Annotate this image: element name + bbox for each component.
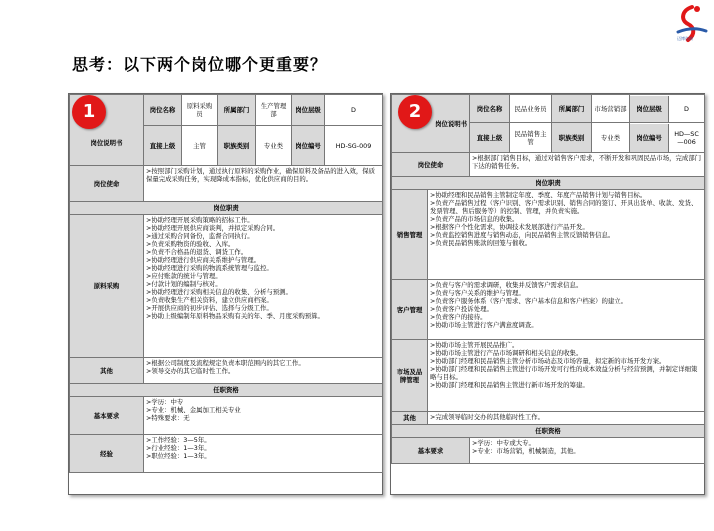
list-item: >协助部门经理和民品销售主管分析市场动态及市场容量，拟定新的市场开发方案。	[430, 357, 666, 365]
list-item: >学历：中专或大专。	[472, 439, 535, 447]
card1-mission: >按照部门采购计划，通过执行原料的采购作业，确保原料及备品的进入效，保质保量完成采购任务，实现降成本指标，优化供应商的目的。	[144, 166, 383, 202]
list-item: >负责监控销售进度与销售动态，向民品销售主管反馈销售信息。	[430, 231, 615, 239]
list-item: >根据公司制度及流程规定负责本职范围内的其它工作。	[146, 359, 305, 367]
card2-other-label: 其他	[392, 412, 428, 425]
card1-h-superior: 主管	[182, 126, 218, 166]
card2-group-customer-list	[428, 280, 705, 340]
list-item: >协助经理开展采购策略的招标工作。	[146, 216, 254, 224]
card2-group-sales-label: 销售管理	[392, 190, 428, 280]
card1-h-code: HD-SG-009	[325, 126, 383, 166]
card1-h-family-label: 职族类别	[218, 126, 256, 166]
card2-number-badge: 2	[398, 95, 432, 129]
card2-h-code: HD—SC—006	[674, 129, 699, 146]
card2-mission-label: 岗位使命	[392, 153, 470, 177]
list-item: >负责不合格品的退货、调货工作。	[146, 248, 248, 256]
card1-h-dept: 生产管理部	[256, 95, 292, 126]
list-item: >负责客户投诉处理。	[430, 305, 493, 313]
card2-h-level-cell	[630, 95, 705, 123]
list-item: >付款计划的编制与核对。	[146, 280, 222, 288]
card1-basic-list	[144, 397, 383, 435]
card2-h-post-name-label: 岗位名称	[470, 95, 510, 123]
list-item: >协助经理进行供应商关系维护与管理。	[146, 256, 260, 264]
list-item: >负责民品销售账款的回笼与催收。	[430, 239, 532, 247]
list-item: >协助经理和民品销售主管制定年度、季度、年度产品销售计划与销售目标。	[430, 191, 647, 199]
logo-text: 迈博咨询	[677, 36, 693, 41]
list-item: >工作经验：3—5年。	[146, 436, 211, 444]
card2-h-superior: 民品销售主管	[510, 123, 552, 153]
list-item: >协助部门经理和民品销售主管进行市场开发可行性的成本效益分析与经营预测，并制定详细策略与目标。	[430, 365, 698, 381]
list-item: >协助经理开展供应商谈判，并拟定采购合同。	[146, 224, 280, 232]
card2-label: 岗位说明书	[392, 95, 470, 153]
card1-basic-label: 基本要求	[70, 397, 144, 435]
list-item: >开展供应商的初步评估、选择与分级工作。	[146, 304, 273, 312]
list-item: >协助经理进行采购的物流系统管理与监控。	[146, 264, 273, 272]
list-item: >协助经理进行采购相关信息的收集、分析与预测。	[146, 288, 292, 296]
card1-mission-label: 岗位使命	[70, 166, 144, 202]
list-item: >负责客户服务体系（客户需求、客户基本信息和客户档案）的建立。	[430, 297, 628, 305]
card2-table	[391, 94, 705, 464]
card1-duties-list	[144, 215, 383, 358]
card2-h-code-cell	[630, 123, 705, 153]
card2-basic-label: 基本要求	[392, 438, 470, 464]
card2-group-market-label: 市场及品牌管理	[392, 340, 428, 412]
list-item: >负责产品销售过程（客户识别、客户需求识别、销售合同的签订、开具出货单、收款、发货、发票管理、售后服务等）的控制、管理，并负责实施。	[430, 199, 698, 215]
list-item: >应付账款的统计与管理。	[146, 272, 222, 280]
card1-table	[69, 94, 383, 473]
list-item: >专业：市场营销，机械制造，其他。	[472, 447, 580, 455]
card2-qual-header: 任职资格	[392, 425, 705, 438]
list-item: >负责产品的市场信息的收集。	[430, 215, 519, 223]
card1-h-level-label: 岗位层级	[292, 95, 325, 126]
card1-h-superior-label: 直接上级	[144, 126, 182, 166]
card2-h-family-label: 职族类别	[552, 123, 592, 153]
list-item: >负责采购物资的验收、入库。	[146, 240, 235, 248]
card1-exp-list	[144, 435, 383, 473]
page-title: 思考：以下两个岗位哪个更重要？	[72, 55, 328, 74]
card2-group-customer-label: 客户管理	[392, 280, 428, 340]
card1-number-badge: 1	[72, 95, 106, 129]
list-item: >负责与客户的需求调研，收集并反馈客户需求信息。	[430, 281, 583, 289]
card1-other-list	[144, 358, 383, 384]
job-description-card-2	[390, 93, 705, 495]
card2-h-dept-label: 所属部门	[552, 95, 592, 123]
card1-h-post-name-label: 岗位名称	[144, 95, 182, 126]
card1-duties-header: 岗位职责	[70, 202, 383, 215]
card1-label: 岗位说明书	[70, 95, 144, 166]
list-item: >学历：中专	[146, 398, 184, 406]
list-item: >职位经验：1—3年。	[146, 452, 211, 460]
card2-h-level: D	[684, 104, 689, 113]
job-description-card-1	[68, 93, 383, 495]
list-item: >通过采购合同备份，监督合同执行。	[146, 232, 254, 240]
list-item: >协助市场主管进行客户满意度调查。	[430, 321, 538, 329]
list-item: >协助市场主管开展民品推广。	[430, 341, 519, 349]
card2-h-level-label: 岗位层级	[630, 96, 669, 122]
card2-group-market-list	[428, 340, 705, 412]
card1-h-dept-label: 所属部门	[218, 95, 256, 126]
card2-mission: >根据部门销售目标，通过对销售客户需求，不断开发和巩固民品市场，完成部门下达的销售任务。	[470, 153, 705, 177]
card2-duties-header: 岗位职责	[392, 177, 705, 190]
card2-h-superior-label: 直接上级	[470, 123, 510, 153]
list-item: >协助市场主管进行产品市场调研和相关信息的收集。	[430, 349, 583, 357]
card1-exp-label: 经验	[70, 435, 144, 473]
list-item: >专业：机械、金属加工相关专业	[146, 406, 241, 414]
card1-h-family: 专业类	[256, 126, 292, 166]
card2-basic-list	[470, 438, 705, 464]
card1-h-post-name: 原料采购员	[182, 95, 218, 126]
list-item: >行业经验：1—3年。	[146, 444, 211, 452]
list-item: >协助部门经理和民品销售主管进行新市场开发的筹建。	[430, 381, 589, 389]
card1-duty-label: 原料采购	[70, 215, 144, 358]
card2-h-code-label: 岗位编号	[630, 124, 669, 152]
card1-h-code-label: 岗位编号	[292, 126, 325, 166]
card2-h-post-name: 民品业务员	[510, 95, 552, 123]
card2-group-sales-list	[428, 190, 705, 280]
list-item: >领导交办的其它临时性工作。	[146, 367, 235, 375]
list-item: >根据客户个性化需求，协调技术发展部进行产品开发。	[430, 223, 589, 231]
card2-other: >完成领导临时交办的其他临时性工作。	[428, 412, 705, 425]
card1-qual-header: 任职资格	[70, 384, 383, 397]
list-item: >负责与客户关系的维护与管理。	[430, 289, 525, 297]
list-item: >协助上级编制年原料物品采购有关的年、季、月度采购预算。	[146, 312, 324, 320]
card2-h-dept: 市场营销部	[592, 95, 630, 123]
card1-h-level: D	[325, 95, 383, 126]
list-item: >负责客户的接待。	[430, 313, 487, 321]
card2-h-family: 专业类	[592, 123, 630, 153]
list-item: >负责收集生产相关资料，建立供应商档案。	[146, 296, 273, 304]
list-item: >特殊要求：无	[146, 414, 190, 422]
card1-other-label: 其他	[70, 358, 144, 384]
